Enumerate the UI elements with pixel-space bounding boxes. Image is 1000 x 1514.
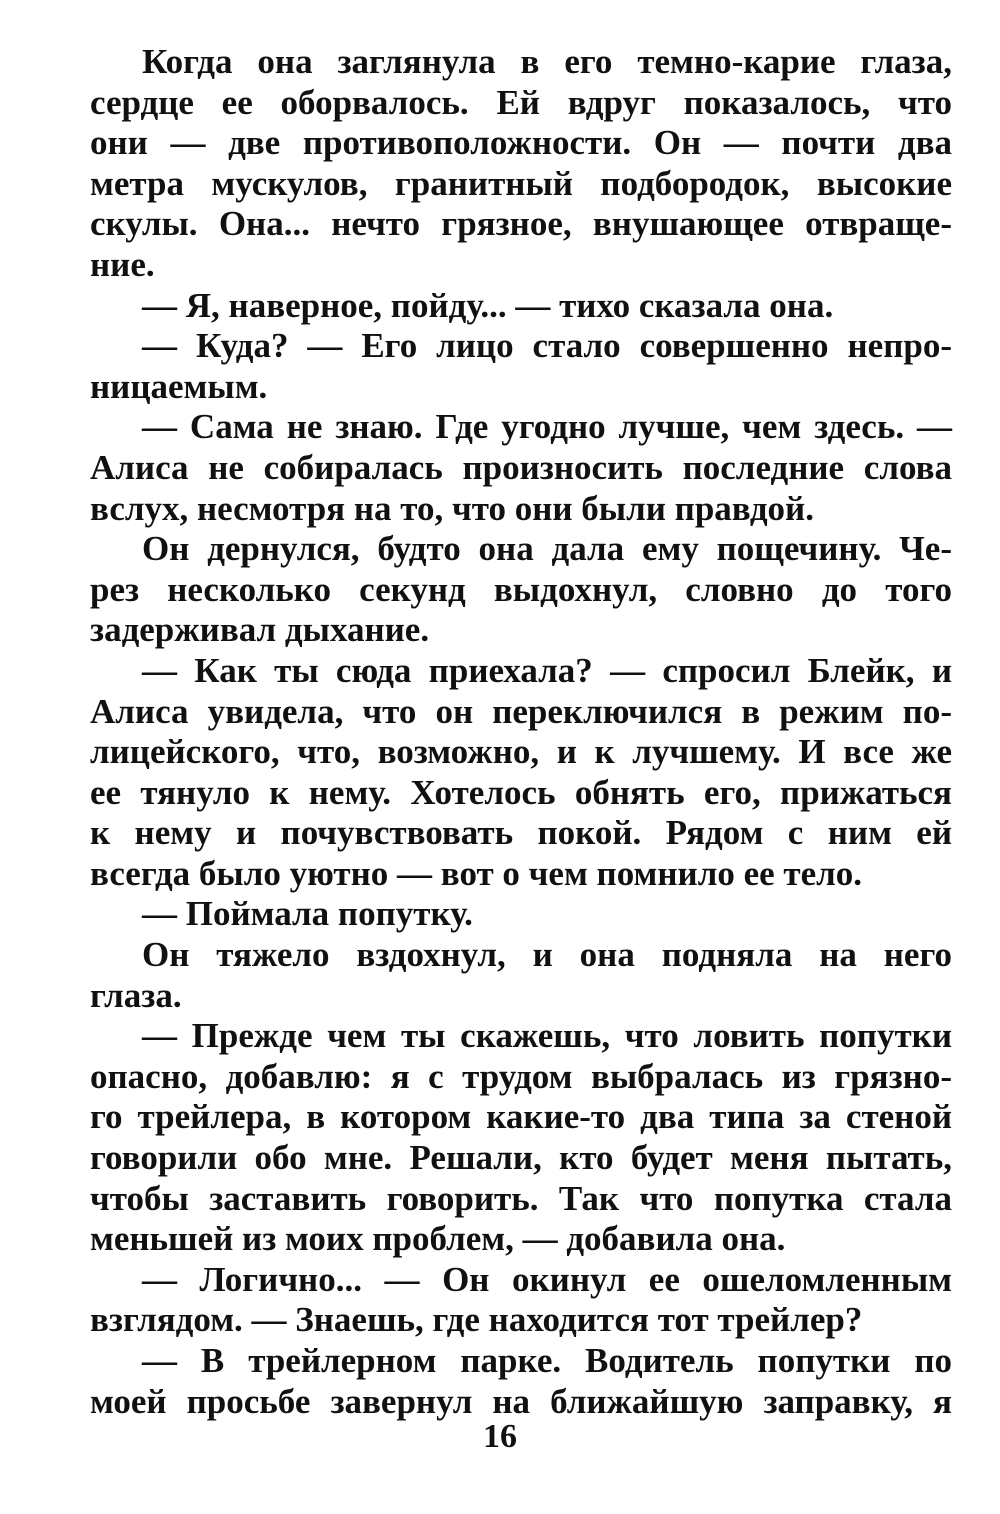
text-line: ние. (90, 244, 155, 284)
text-line: задерживал дыхание. (90, 610, 430, 650)
text-line: к нему и почувствовать покой. Рядом с ним ей (90, 813, 952, 853)
text-line: Он дернулся, будто она дала ему пощечину. Че- (142, 529, 952, 569)
text-line: рез несколько секунд выдохнул, словно до того (90, 569, 952, 609)
text-line: ницаемым. (90, 366, 268, 406)
text-line: — Логично... — Он окинул ее ошеломленным (142, 1259, 952, 1299)
text-line: — Сама не знаю. Где угодно лучше, чем здесь. — (142, 407, 952, 447)
text-line: чтобы заставить говорить. Так что попутка стала (90, 1178, 952, 1218)
text-line: Алиса не собиралась произносить последние слова (90, 447, 952, 487)
text-line: Он тяжело вздохнул, и она подняла на него (142, 935, 952, 975)
text-line: меньшей из моих проблем, — добавила она. (90, 1219, 786, 1259)
text-line: — Как ты сюда приехала? — спросил Блейк, и (142, 650, 952, 690)
text-line: ее тянуло к нему. Хотелось обнять его, прижаться (90, 772, 952, 812)
text-line: — Поймала попутку. (142, 894, 473, 934)
text-line: метра мускулов, гранитный подбородок, высокие (90, 163, 952, 203)
text-line: опасно, добавлю: я с трудом выбралась из грязно- (90, 1056, 952, 1096)
text-line: — Куда? — Его лицо стало совершенно непро- (142, 326, 952, 366)
text-line: — Прежде чем ты скажешь, что ловить попутки (142, 1016, 952, 1056)
text-line: моей просьбе завернул на ближайшую заправку, я (90, 1381, 952, 1421)
text-line: взглядом. — Знаешь, где находится тот трейлер? (90, 1300, 863, 1340)
text-line: го трейлера, в котором какие-то два типа за стеной (90, 1097, 952, 1137)
text-line: Алиса увидела, что он переключился в режим по- (90, 691, 952, 731)
text-line: скулы. Она... нечто грязное, внушающее отвраще- (90, 204, 952, 244)
text-line: сердце ее оборвалось. Ей вдруг показалось, что (90, 82, 952, 122)
text-line: — Я, наверное, пойду... — тихо сказала она. (142, 285, 834, 325)
text-line: лицейского, что, возможно, и к лучшему. И все же (90, 732, 952, 772)
text-line: вслух, несмотря на то, что они были правдой. (90, 488, 814, 528)
page-number: 16 (483, 1418, 517, 1455)
text-line: они — две противоположности. Он — почти два (90, 123, 952, 163)
text-line: говорили обо мне. Решали, кто будет меня пытать, (90, 1138, 952, 1178)
text-line: — В трейлерном парке. Водитель попутки по (142, 1341, 952, 1380)
text-line: глаза. (90, 975, 182, 1015)
book-page-text (90, 42, 952, 1422)
text-line: всегда было уютно — вот о чем помнило ее тело. (90, 853, 863, 893)
text-line: Когда она заглянула в его темно-карие глаза, (142, 42, 952, 81)
